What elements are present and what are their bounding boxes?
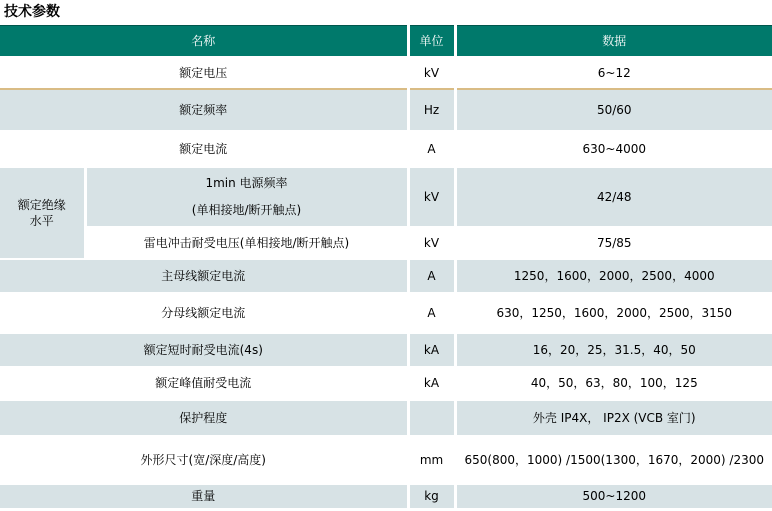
param-value: 650(800，1000) /1500(1300，1670，2000) /2300 — [455, 436, 772, 484]
param-value: 75/85 — [455, 227, 772, 259]
param-value: 630，1250，1600，2000，2500，3150 — [455, 293, 772, 333]
param-value: 外壳 IP4X， IP2X (VCB 室门) — [455, 400, 772, 436]
param-value: 1250，1600，2000，2500，4000 — [455, 259, 772, 293]
param-unit: A — [408, 131, 455, 167]
param-name: 分母线额定电流 — [0, 293, 408, 333]
header-name: 名称 — [0, 26, 408, 58]
param-unit: Hz — [408, 89, 455, 131]
param-unit — [408, 400, 455, 436]
param-value: 40，50，63，80，100，125 — [455, 367, 772, 400]
table-row — [0, 227, 772, 259]
param-unit: kg — [408, 484, 455, 508]
param-unit: A — [408, 259, 455, 293]
param-name: 1min 电源频率 (单相接地/断开触点) — [85, 167, 408, 227]
header-data: 数据 — [455, 26, 772, 58]
table-row — [0, 57, 772, 89]
param-unit: kV — [408, 57, 455, 89]
param-value: 500~1200 — [455, 484, 772, 508]
param-unit: kV — [408, 167, 455, 227]
param-name: 额定频率 — [0, 89, 408, 131]
param-name: 保护程度 — [0, 400, 408, 436]
table-row — [0, 293, 772, 333]
table-row — [0, 400, 772, 436]
param-unit: A — [408, 293, 455, 333]
param-value: 16，20，25，31.5，40，50 — [455, 333, 772, 367]
param-name: 外形尺寸(宽/深度/高度) — [0, 436, 408, 484]
table-header-row — [0, 26, 772, 58]
spec-table — [0, 25, 772, 508]
param-name: 重量 — [0, 484, 408, 508]
table-row — [0, 259, 772, 293]
header-unit: 单位 — [408, 26, 455, 58]
param-name: 主母线额定电流 — [0, 259, 408, 293]
param-name: 额定峰值耐受电流 — [0, 367, 408, 400]
param-value: 6~12 — [455, 57, 772, 89]
table-row — [0, 484, 772, 508]
table-row — [0, 436, 772, 484]
param-unit: kA — [408, 367, 455, 400]
param-name: 额定电压 — [0, 57, 408, 89]
param-name: 雷电冲击耐受电压(单相接地/断开触点) — [85, 227, 408, 259]
param-unit: kV — [408, 227, 455, 259]
param-name: 额定短时耐受电流(4s) — [0, 333, 408, 367]
param-unit: kA — [408, 333, 455, 367]
param-unit: mm — [408, 436, 455, 484]
page-title: 技术参数 — [4, 4, 60, 20]
table-row — [0, 131, 772, 167]
table-row — [0, 89, 772, 131]
table-row — [0, 367, 772, 400]
param-group: 额定绝缘水平 — [0, 167, 85, 259]
table-row — [0, 333, 772, 367]
param-value: 42/48 — [455, 167, 772, 227]
param-name: 额定电流 — [0, 131, 408, 167]
table-row — [0, 167, 772, 227]
param-value: 50/60 — [455, 89, 772, 131]
param-value: 630~4000 — [455, 131, 772, 167]
